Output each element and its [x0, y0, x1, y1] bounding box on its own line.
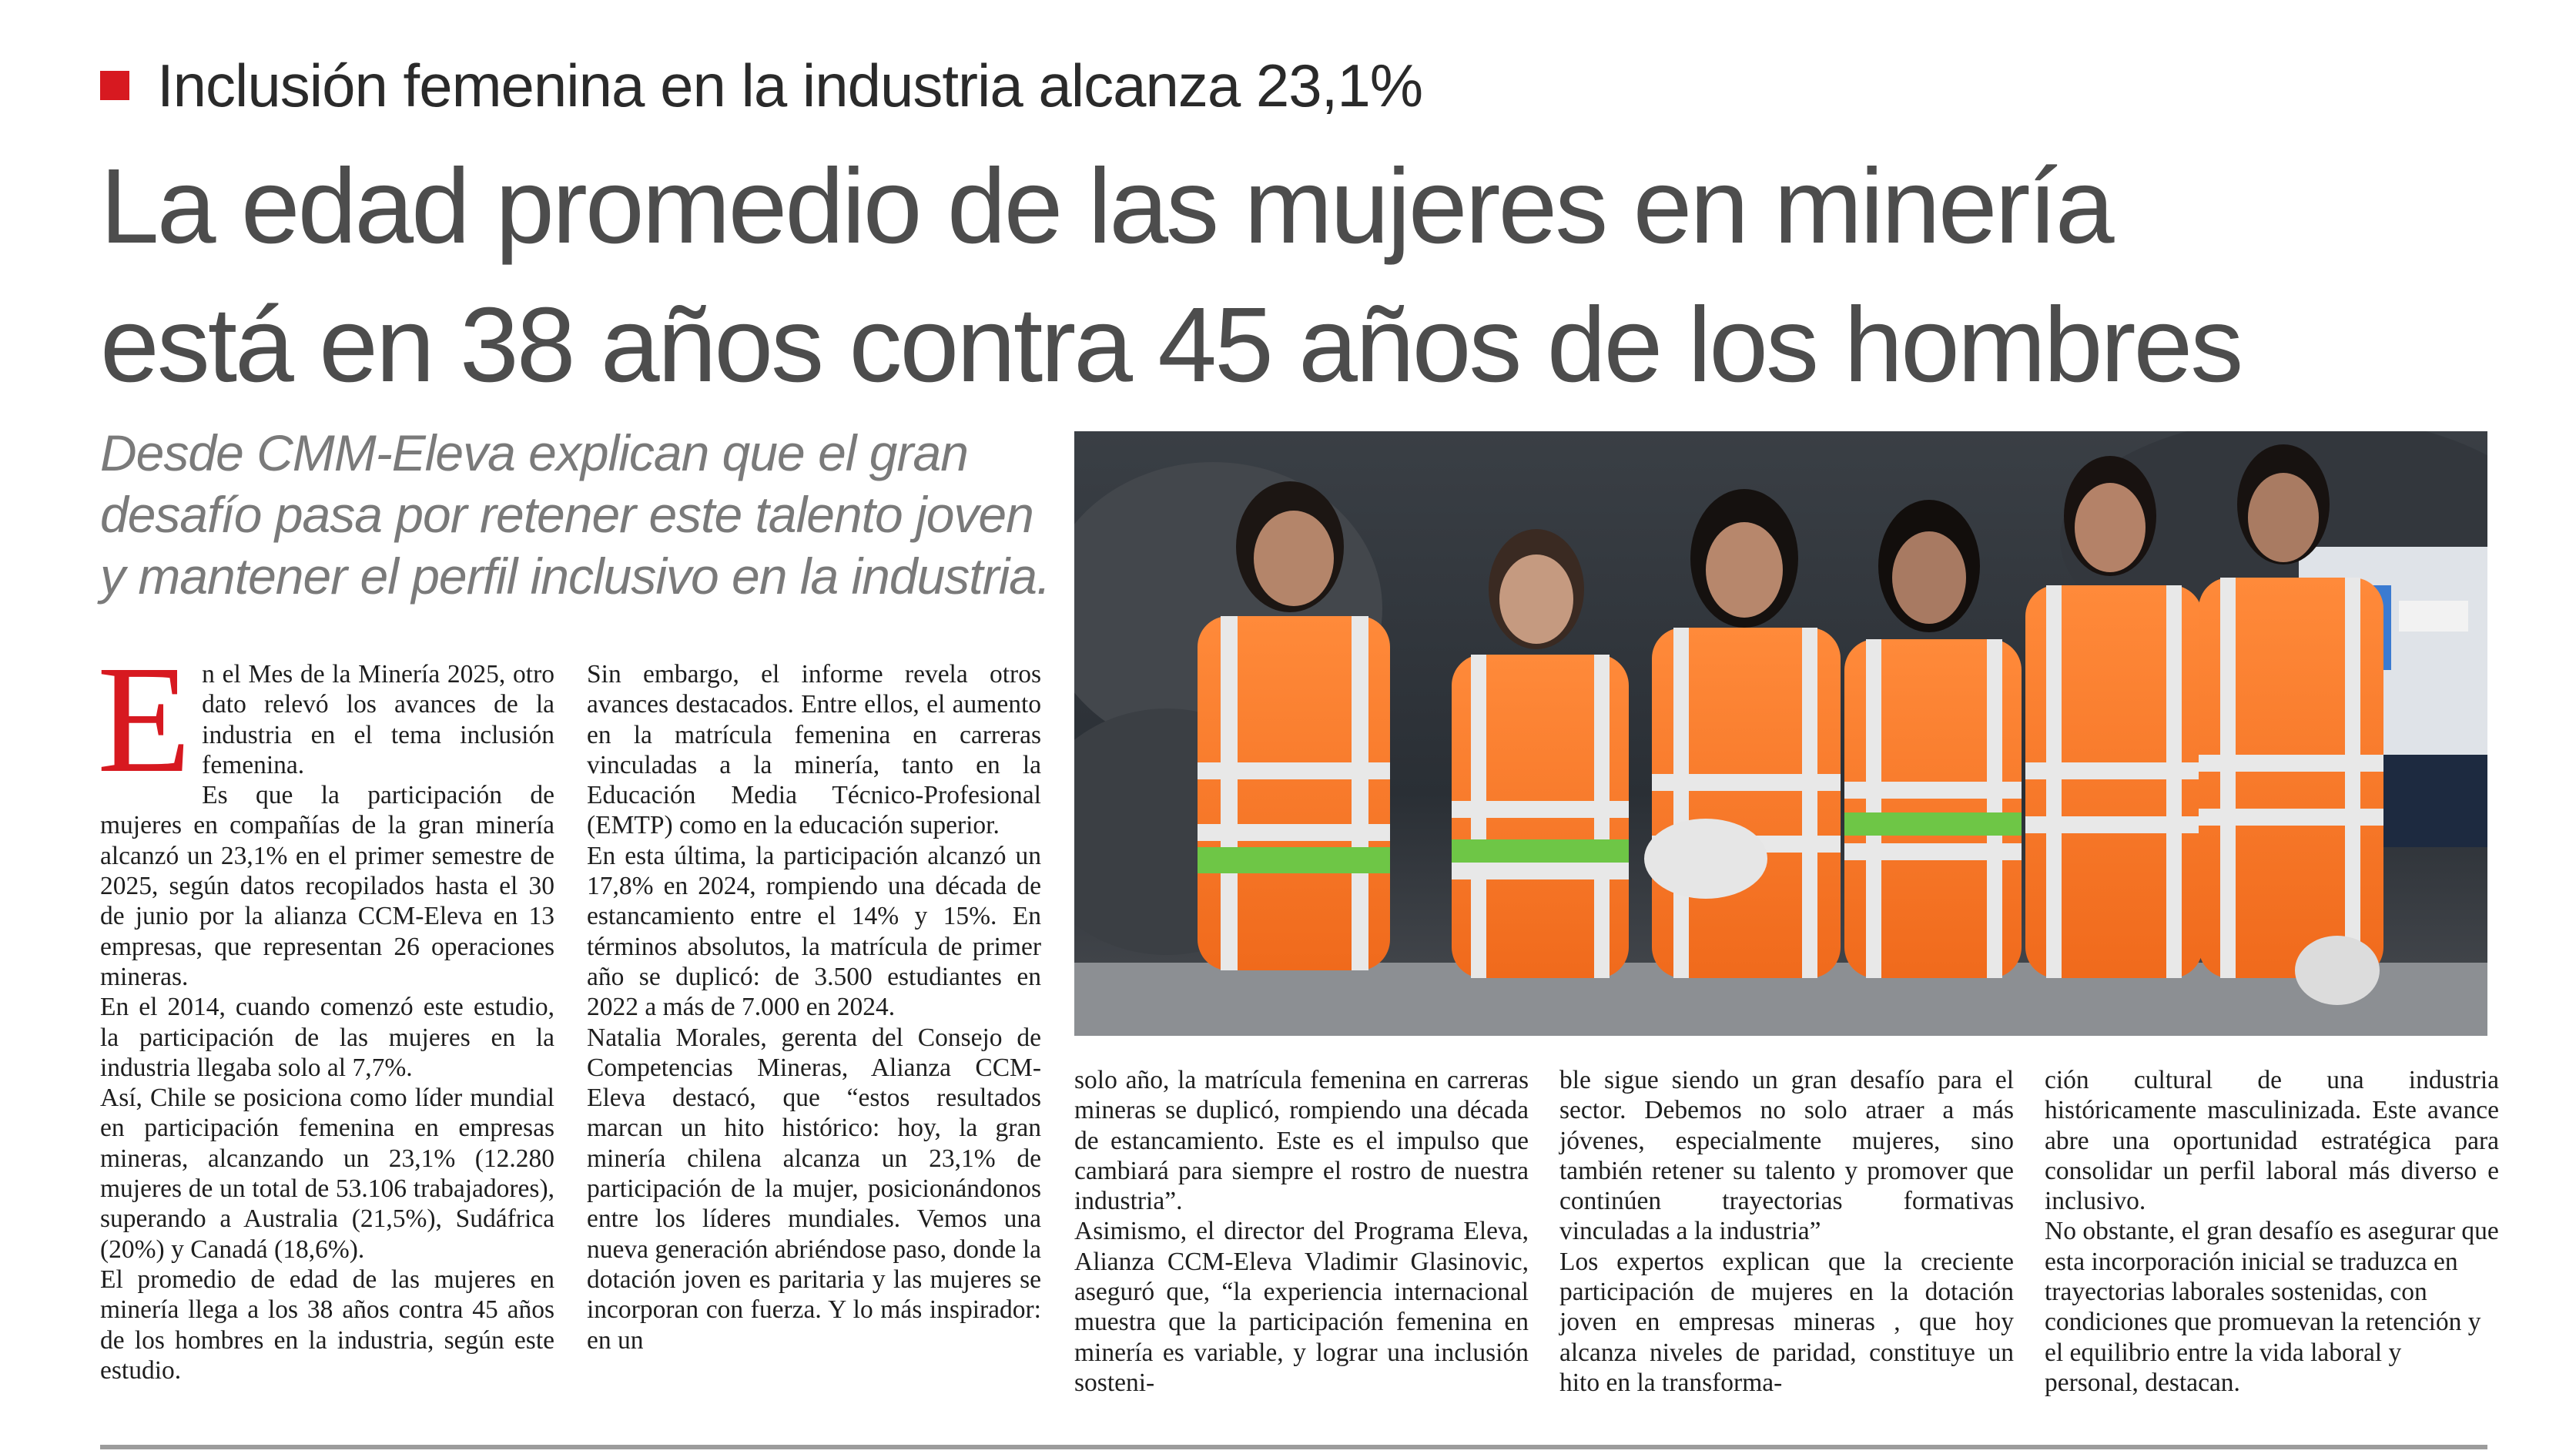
photo-six-women-miners-in-reflective-vests — [1074, 431, 2487, 1036]
article-column-4 — [1559, 1065, 2014, 1398]
paragraph-4: Así, Chile se posiciona como líder mundial en participación femenina en empresas mineras, alcanzando un 23,1% (12.280 mujeres de un total de 53.106 trabajadores), superando a Australia (21,5%), Sudáfrica (20%) y Canadá (18,6%). — [100, 1084, 554, 1264]
kicker-text: Inclusión femenina en la industria alcanza 23,1% — [157, 51, 1423, 119]
article-column-1 — [97, 635, 554, 1385]
paragraph-1 — [97, 635, 554, 805]
deck-line-2: desafío pasa por retener este talento joven — [100, 486, 1033, 543]
paragraph-2: Es que la participación de mujeres en compañías de la gran minería alcanzó un 23,1% en el primer semestre de 2025, según datos recopilados hasta el 30 de junio por la alianza CCM-Eleva en 13 empresas, que representan 26 operaciones mineras. — [100, 781, 554, 991]
deck-line-3: y mantener el perfil inclusivo en la industria. — [100, 548, 1050, 605]
section-kicker — [100, 51, 1422, 120]
paragraph-14: No obstante, el gran desafío es asegurar que esta incorporación inicial se traduzca en trayectorias laborales sostenidas, con condiciones que promuevan la retención y el equilibrio entre la vida laboral y personal, destacan. — [2045, 1217, 2499, 1397]
paragraph-9: solo año, la matrícula femenina en carreras mineras se duplicó, rompiendo una década de estancamiento. Este es el impulso que cambiará para siempre el rostro de nuestra industria”. — [1074, 1066, 1529, 1216]
paragraph-5: El promedio de edad de las mujeres en minería llega a los 38 años contra 45 años de los hombres en la industria, según este estudio. — [100, 1265, 554, 1385]
paragraph-11: ble sigue siendo un gran desafío para el sector. Debemos no solo atraer a más jóvenes, especialmente mujeres, sino también retener su talento y promover que continúen trayectorias formativas vinculadas a la industria” — [1559, 1066, 2014, 1246]
paragraph-8: Natalia Morales, gerenta del Consejo de Competencias Mineras, Alianza CCM-Eleva destacó, que “estos resultados marcan un hito histórico: hoy, la gran minería chilena alcanza un 23,1% de participación de la mujer, posicionándonos entre los líderes mundiales. Vemos una nueva generación abriéndose paso, donde la dotación joven es paritaria y las mujeres se incorporan con fuerza. Y lo más inspirador: en un — [587, 1023, 1041, 1355]
paragraph-1-text: n el Mes de la Minería 2025, otro dato relevó los avances de la industria en el tema inclusión femenina. — [202, 660, 554, 779]
red-square-icon — [100, 71, 129, 100]
article-column-3 — [1074, 1065, 1529, 1398]
deck-summary — [100, 422, 1063, 607]
drop-cap: E — [97, 635, 192, 805]
bottom-rule — [100, 1445, 2487, 1449]
headline-line-2: está en 38 años contra 45 años de los hombres — [100, 286, 2242, 404]
headline-line-1: La edad promedio de las mujeres en minería — [100, 147, 2112, 266]
headline — [100, 137, 2487, 414]
paragraph-6: Sin embargo, el informe revela otros avances destacados. Entre ellos, el aumento en la matrícula femenina en carreras vinculadas a la minería, tanto en la Educación Media Técnico-Profesional (EMTP) como en la educación superior. — [587, 660, 1041, 840]
article-photo — [1074, 431, 2487, 1036]
paragraph-12: Los expertos explican que la creciente participación de mujeres en la dotación joven en empresas mineras , que hoy alcanza niveles de paridad, constituye un hito en la transforma- — [1559, 1247, 2014, 1397]
article-column-5 — [2045, 1065, 2499, 1398]
paragraph-13: ción cultural de una industria históricamente masculinizada. Este avance abre una oportunidad estratégica para consolidar un perfil laboral más diverso e inclusivo. — [2045, 1066, 2499, 1216]
paragraph-7: En esta última, la participación alcanzó un 17,8% en 2024, rompiendo una década de estancamiento entre el 14% y 15%. En términos absolutos, la matrícula de primer año se duplicó: de 3.500 estudiantes en 2022 a más de 7.000 en 2024. — [587, 841, 1041, 1022]
paragraph-10: Asimismo, el director del Programa Eleva, Alianza CCM-Eleva Vladimir Glasinovic, aseguró que, “la experiencia internacional muestra que la participación femenina en minería es variable, y lograr una inclusión sosteni- — [1074, 1217, 1529, 1397]
paragraph-3: En el 2014, cuando comenzó este estudio, la participación de las mujeres en la industria llegaba solo al 7,7%. — [100, 993, 554, 1082]
article-column-2 — [587, 659, 1041, 1355]
deck-line-1: Desde CMM-Eleva explican que el gran — [100, 424, 968, 481]
